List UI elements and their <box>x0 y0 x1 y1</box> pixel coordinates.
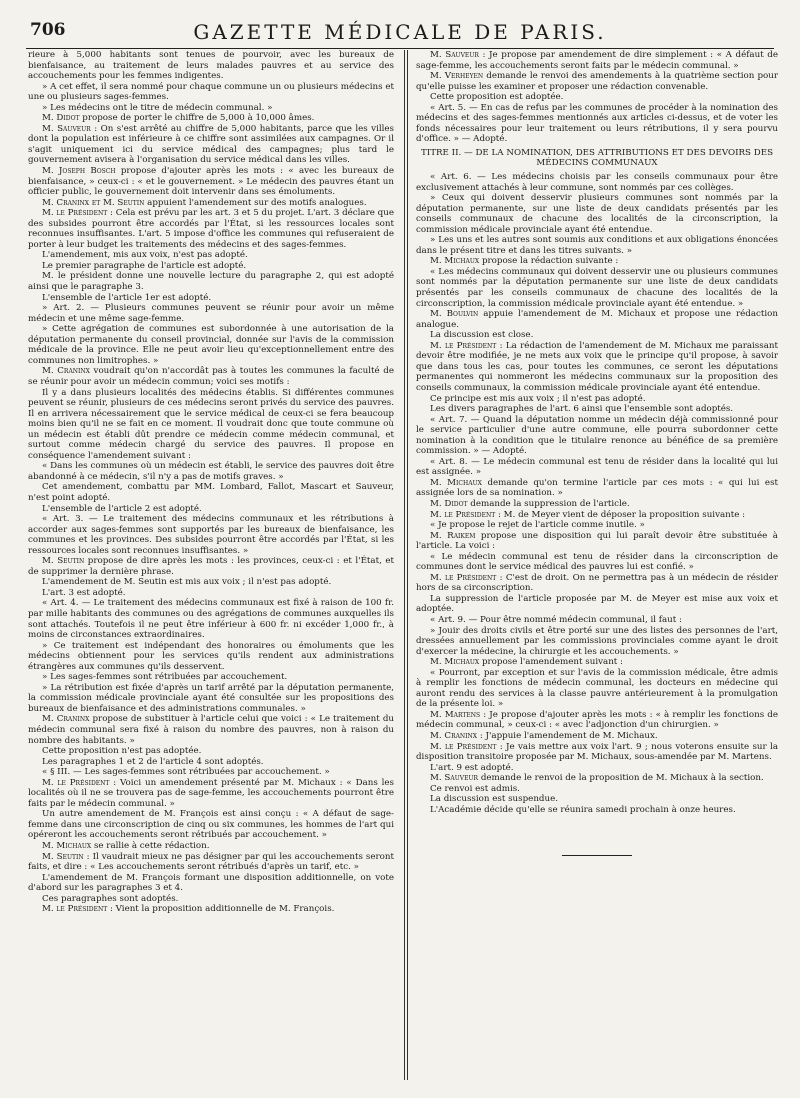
paragraph <box>28 366 394 387</box>
speaker-name: M. Boulvin <box>430 309 479 320</box>
paragraph-text: Ce renvoi est admis. <box>430 783 520 794</box>
paragraph <box>416 457 778 478</box>
paragraph-text: » Les uns et les autres sont soumis aux conditions et aux obligations énoncées dans le présent titre et dans les titres suivants. » <box>416 235 778 256</box>
paragraph-text: Ces paragraphes sont adoptés. <box>42 893 179 904</box>
paragraph-text: demande qu'on termine l'article par ces mots : « qui lui est assignée lors de sa nomination. » <box>416 477 778 499</box>
paragraph-text: propose de porter le chiffre de 5,000 à 10,000 âmes. <box>82 113 315 124</box>
paragraph-text: La suppression de l'article proposée par M. de Meyer est mise aux voix et adoptée. <box>416 593 778 615</box>
paragraph-text: L'amendement de M. François formant une disposition additionnelle, on vote d'abord sur les paragraphes 3 et 4. <box>28 872 394 894</box>
paragraph-text: « Art. 3. — Le traitement des médecins communaux et les rétributions à accorder aux sages-femmes sont supportés par les bureaux de bienfaisance, les communes et les provinces. Des subsides pourront être accordés par l'État, si les ressources locales sont reconnues insuffisantes. » <box>28 514 394 556</box>
speaker-name: M. Seutin <box>42 556 85 567</box>
paragraph-text: propose de substituer à l'article celui que voici : « Le traitement du médecin communal sera fixé à raison du nombre des pauvres, non à raison du nombre des habitants. » <box>28 714 394 746</box>
paragraph <box>28 82 394 103</box>
paragraph <box>416 784 778 795</box>
paragraph <box>416 235 778 256</box>
paragraph <box>416 573 778 594</box>
paragraph <box>28 683 394 715</box>
paragraph-text: » Les médecins ont le titre de médecin communal. » <box>42 102 273 113</box>
section-heading-text: TITRE II. — DE LA NOMINATION, DES ATTRIBUTIONS ET DES DEVOIRS DES MÉDECINS COMMUNAUX <box>420 147 774 169</box>
speaker-name: M. le Président <box>430 509 496 520</box>
paragraph-text: : Cela est prévu par les art. 3 et 5 du projet. L'art. 3 déclare que des subsides pourront être accordés par l'État, si les ressources locales sont reconnues insuffisantes. L'art. 5 impose d'office les communes qui refuseraient de porter à leur budget les traitements des médecins et des sages-femmes. <box>28 208 394 250</box>
paragraph <box>416 478 778 499</box>
speaker-name: M. Michaux <box>430 477 482 488</box>
paragraph-text: L'ensemble de l'article 2 est adopté. <box>42 503 202 514</box>
paragraph <box>28 746 394 757</box>
paragraph <box>28 261 394 272</box>
paragraph-text: voudrait qu'on n'accordât pas à toutes les communes la faculté de se réunir pour avoir un médecin commun; voici ses motifs : <box>28 366 394 387</box>
paragraph <box>416 626 778 658</box>
paragraph <box>28 672 394 683</box>
paragraph <box>28 778 394 810</box>
paragraph-text: : Je vais mettre aux voix l'art. 9 ; nous voterons ensuite sur la disposition transitoire proposée par M. Michaux, sous-amendée par M. Martens. <box>416 741 778 763</box>
paragraph <box>28 103 394 114</box>
speaker-name: M. Michaux <box>430 256 480 267</box>
paragraph-text: Cette proposition n'est pas adoptée. <box>42 746 202 757</box>
paragraph-text: L'ensemble de l'article 1er est adopté. <box>42 292 212 303</box>
paragraph-text: « Art. 4. — Le traitement des médecins communaux est fixé à raison de 100 fr. par mille habitants des communes ou des agrégations de communes auxquelles ils sont attachés. Toutefois il ne peut être inférieur à 600 fr. ni excéder 1,000 fr., à moins de circonstances extraordinaires. <box>28 598 394 641</box>
paragraph <box>416 731 778 742</box>
paragraph <box>28 198 394 209</box>
paragraph-text: : J'appuie l'amendement de M. Michaux. <box>479 731 658 741</box>
paragraph <box>28 757 394 768</box>
paragraph-text: La discussion est close. <box>430 330 534 341</box>
paragraph <box>416 256 778 267</box>
column-divider <box>407 50 408 1080</box>
page-number: 706 <box>30 20 66 40</box>
column-divider <box>404 50 405 1080</box>
paragraph <box>416 805 778 816</box>
paragraph-text: « Art. 6. — Les médecins choisis par les conseils communaux pour être exclusivement attachés à leur commune, sont nommés par ces collèges. <box>416 172 778 193</box>
paragraph <box>416 103 778 145</box>
paragraph <box>28 873 394 894</box>
paragraph-text: « Le médecin communal est tenu de résider dans la circonscription de communes dont le service médical des pauvres lui est confié. » <box>416 551 778 573</box>
paragraph <box>28 841 394 852</box>
paragraph <box>28 271 394 292</box>
paragraph <box>28 588 394 599</box>
speaker-name: M. le Président <box>430 572 497 583</box>
paragraph <box>416 710 778 731</box>
paragraph-text: « § III. — Les sages-femmes sont rétribuées par accouchement. » <box>42 767 330 778</box>
paragraph-text: M. le président donne une nouvelle lecture du paragraphe 2, qui est adopté ainsi que le paragraphe 3. <box>28 271 394 293</box>
speaker-name: M. le Président <box>430 741 497 752</box>
speaker-name: M. Joseph Bosch <box>42 166 116 177</box>
paragraph <box>416 172 778 193</box>
end-separator <box>562 855 632 856</box>
speaker-name: M. le Président <box>430 340 497 351</box>
paragraph <box>28 461 394 482</box>
paragraph <box>416 267 778 309</box>
paragraph-text: appuient l'amendement sur des motifs analogues. <box>147 197 367 208</box>
paragraph <box>28 324 394 366</box>
paragraph-text: : On s'est arrêté au chiffre de 5,000 habitants, parce que les villes dont la population est inférieure à ce chiffre sont assimilées aux campagnes. Or il s'agit uniquement ici du service médical des campagnes; plus tard le gouvernement avisera à l'organisation du service médical dans les villes. <box>28 123 394 166</box>
paragraph <box>416 499 778 510</box>
paragraph <box>28 894 394 905</box>
speaker-name: M. Michaux <box>430 657 480 668</box>
paragraph-text: Cette proposition est adoptée. <box>430 92 564 103</box>
paragraph-text: Le premier paragraphe de l'article est adopté. <box>42 260 247 271</box>
paragraph <box>28 577 394 588</box>
paragraph <box>416 50 778 71</box>
paragraph-text: » Jouir des droits civils et être porté sur une des listes des personnes de l'art, dressées annuellement par les commissions provinciales comme ayant le droit d'exercer la médecine, la chirurgie et les accouchements. » <box>416 625 778 657</box>
paragraph <box>416 794 778 805</box>
paragraph <box>416 309 778 330</box>
paragraph <box>416 668 778 710</box>
paragraph <box>28 303 394 324</box>
paragraph <box>28 714 394 746</box>
paragraph-text: » Ce traitement est indépendant des honoraires ou émoluments que les médecins obtiennent pour les services qu'ils rendent aux administrations étrangères aux communes qu'ils desservent. <box>28 640 394 672</box>
paragraph <box>416 341 778 394</box>
paragraph-text: » A cet effet, il sera nommé pour chaque commune un ou plusieurs médecins et une ou plusieurs sages-femmes. <box>28 81 394 103</box>
paragraph-text: L'amendement de M. Seutin est mis aux voix ; il n'est pas adopté. <box>42 577 332 588</box>
paragraph <box>416 510 778 521</box>
paragraph-text: » Ceux qui doivent desservir plusieurs communes sont nommés par la députation permanente, sur une liste de deux candidats présentés par les conseils communaux de chacune des localités de la circonscription, la commission médicale provinciale ayant été entendue. <box>416 193 778 235</box>
paragraph <box>416 394 778 405</box>
speaker-name: M. le Président <box>42 777 110 788</box>
paragraph-text: se rallie à cette rédaction. <box>93 841 210 852</box>
paragraph <box>28 124 394 166</box>
paragraph-text: La discussion est suspendue. <box>430 794 558 805</box>
paragraph-text: « Art. 8. — Le médecin communal est tenu de résider dans la localité qui lui est assignée. » <box>416 456 778 478</box>
paragraph-text: demande la suppression de l'article. <box>470 498 630 509</box>
paragraph-text: « Art. 5. — En cas de refus par les communes de procéder à la nomination des médecins et des sages-femmes mentionnés aux articles ci-dessus, et de voter les fonds nécessaires pour leur traitement ou leurs rétributions, il y sera pourvu d'office. » — Adopté. <box>416 102 778 145</box>
speaker-name: M. Raikem <box>430 530 476 541</box>
speaker-name: M. Craninx et M. Seutin <box>42 197 145 208</box>
paragraph-text: « Art. 7. — Quand la députation nomme un médecin déjà commissionné pour le service particulier d'une autre commune, elle pourra subordonner cette nomination à la condition que le titulaire renonce au bénéfice de sa première commission. » — Adopté. <box>416 414 778 457</box>
paragraph <box>28 388 394 462</box>
paragraph-text: : C'est de droit. On ne permettra pas à un médecin de résider hors de sa circonscription. <box>416 572 778 594</box>
paragraph-text: L'art. 3 est adopté. <box>42 587 126 598</box>
paragraph-text: propose la rédaction suivante : <box>481 256 619 267</box>
paragraph-text: Il y a dans plusieurs localités des médecins établis. Si différentes communes peuvent se réunir, plusieurs de ces médecins seront privés du service des pauvres. Il en arrivera nécessairement que le service médical de ceux-ci se fera beaucoup moins bien qu'il ne se fait en ce moment. Il voudrait donc que toute commune où un médecin est établi dût prendre ce médecin comme médecin communal, et surtout comme médecin chargé du service des pauvres. Il propose en conséquence l'amendement suivant : <box>28 387 394 461</box>
paragraph-text: : M. de Meyer vient de déposer la proposition suivante : <box>497 509 746 520</box>
speaker-name: M. Sauveur <box>430 50 479 60</box>
paragraph <box>416 552 778 573</box>
paragraph <box>28 50 394 82</box>
paragraph <box>416 404 778 415</box>
page-header <box>26 14 774 49</box>
speaker-name: M. Seutin <box>42 851 84 862</box>
paragraph-text: propose de dire après les mots : les provinces, ceux-ci : et l'État, et de supprimer la dernière phrase. <box>28 556 394 577</box>
paragraph-text: Les paragraphes 1 et 2 de l'article 4 sont adoptés. <box>42 756 264 767</box>
paragraph <box>28 556 394 577</box>
right-column <box>416 50 778 1080</box>
paragraph <box>416 531 778 552</box>
paragraph-text: demande le renvoi des amendements à la quatrième section pour qu'elle puisse les examiner et proposer une rédaction convenable. <box>416 71 778 92</box>
paragraph-text: L'Académie décide qu'elle se réunira samedi prochain à onze heures. <box>430 804 736 815</box>
speaker-name: M. Didot <box>430 498 468 509</box>
paragraph-text: Un autre amendement de M. François est ainsi conçu : « A défaut de sage-femme dans une circonscription de cinq ou six communes, les hommes de l'art qui opéreront les accouchements seront rétribués par accouchement. » <box>28 809 394 841</box>
paragraph-text: Les divers paragraphes de l'art. 6 ainsi que l'ensemble sont adoptés. <box>430 404 734 415</box>
paragraph-text: : Il vaudrait mieux ne pas désigner par qui les accouchements seront faits, et dire : « Les accouchements seront rétribués d'après un tarif, etc. » <box>28 851 394 873</box>
speaker-name: M. Michaux <box>42 841 92 852</box>
paragraph <box>416 763 778 774</box>
paragraph-text: » La rétribution est fixée d'après un tarif arrêté par la députation permanente, la commission médicale provinciale ayant été consultée sur les propositions des bureaux de bienfaisance et des administrations communales. » <box>28 682 394 714</box>
paragraph-text: propose l'amendement suivant : <box>481 657 623 668</box>
paragraph-text: « Pourront, par exception et sur l'avis de la commission médicale, être admis à remplir les fonctions de médecin communal, les docteurs en médecine qui auront rendu des services à la classe pauvre antérieurement à la promulgation de la présente loi. » <box>416 667 778 710</box>
paragraph <box>416 415 778 457</box>
paragraph <box>416 71 778 92</box>
paragraph-text: Cet amendement, combattu par MM. Lombard, Fallot, Mascart et Sauveur, n'est point adopté. <box>28 482 394 503</box>
paragraph-text: « Les médecins communaux qui doivent desservir une ou plusieurs communes sont nommés par la députation permanente sur une liste de deux candidats présentés par les conseils communaux de chacune des localités de la circonscription, la commission médicale provinciale ayant été entendue. » <box>416 266 778 309</box>
left-column <box>28 50 394 1080</box>
paragraph-text: : Je propose d'ajouter après les mots : « à remplir les fonctions de médecin communal, » ceux-ci : « avec l'adjonction d'un chirurgien. » <box>416 709 778 731</box>
paragraph-text: appuie l'amendement de M. Michaux et propose une rédaction analogue. <box>416 309 778 330</box>
speaker-name: M. le Président <box>42 904 108 915</box>
paragraph <box>28 113 394 124</box>
paragraph-text: » Art. 2. — Plusieurs communes peuvent se réunir pour avoir un même médecin et une même sage-femme. <box>28 303 394 324</box>
speaker-name: M. Sauveur <box>430 773 479 784</box>
paragraph-text: rieure à 5,000 habitants sont tenues de pourvoir, avec les bureaux de bienfaisance, au traitement de leurs malades pauvres et au service des accouchements pour les femmes indigentes. <box>28 50 394 82</box>
paragraph <box>416 520 778 531</box>
paragraph <box>416 193 778 235</box>
speaker-name: M. le Président <box>42 208 108 219</box>
paragraph-text: L'art. 9 est adopté. <box>430 762 514 773</box>
paragraph-text: L'amendement, mis aux voix, n'est pas adopté. <box>42 250 248 261</box>
speaker-name: M. Martens <box>430 709 481 720</box>
paragraph <box>28 598 394 640</box>
paragraph <box>28 514 394 556</box>
paragraph-text: » Les sages-femmes sont rétribuées par accouchement. <box>42 672 288 683</box>
paragraph-text: « Dans les communes où un médecin est établi, le service des pauvres doit être abandonné à ce médecin, s'il n'y a pas de motifs graves. » <box>28 461 394 482</box>
paragraph-text: : La rédaction de l'amendement de M. Michaux me paraissant devoir être modifiée, je ne mets aux voix que le principe qu'il propose, à savoir que dans tous les cas, pour toutes les communes, ce seront les députations permanentes qui nommeront les médecins communaux sur la proposition des conseils communaux, la commission médicale provinciale ayant été entendue. <box>416 340 778 393</box>
paragraph <box>28 208 394 250</box>
speaker-name: M. Sauveur <box>42 123 91 134</box>
paragraph <box>28 852 394 873</box>
paragraph <box>28 641 394 673</box>
paragraph <box>416 615 778 626</box>
paragraph <box>28 166 394 198</box>
speaker-name: M. Craninx <box>430 731 478 741</box>
paragraph <box>416 92 778 103</box>
paragraph <box>416 330 778 341</box>
paragraph <box>28 293 394 304</box>
paragraph-text: « Je propose le rejet de l'article comme inutile. » <box>430 520 645 531</box>
paragraph-text: demande le renvoi de la proposition de M. Michaux à la section. <box>480 773 764 784</box>
paragraph <box>28 250 394 261</box>
paragraph <box>28 904 394 915</box>
paragraph <box>28 767 394 778</box>
speaker-name: M. Verheyen <box>430 71 484 82</box>
paragraph <box>416 773 778 784</box>
paragraph-text: : Voici un amendement présenté par M. Michaux : « Dans les localités où il ne se trouvera pas de sage-femme, les accouchements pourront être faits par le médecin communal. » <box>28 777 394 809</box>
paragraph <box>416 594 778 615</box>
paragraph-text: propose une disposition qui lui paraît devoir être substituée à l'article. La voici : <box>416 530 778 552</box>
section-heading <box>416 148 778 169</box>
speaker-name: M. Didot <box>42 113 80 124</box>
journal-title: GAZETTE MÉDICALE DE PARIS. <box>193 20 607 44</box>
paragraph-text: : Je propose par amendement de dire simplement : « A défaut de sage-femme, les accouchements seront faits par le médecin communal. » <box>416 50 778 71</box>
speaker-name: M. Craninx <box>42 366 90 377</box>
paragraph-text: : Vient la proposition additionnelle de M. François. <box>109 904 335 915</box>
paragraph <box>416 657 778 668</box>
paragraph <box>28 809 394 841</box>
paragraph-text: » Cette agrégation de communes est subordonnée à une autorisation de la députation permanente du conseil provincial, donnée sur l'avis de la commission médicale de la province. Elle ne peut avoir lieu qu'exceptionnellement entre des communes non limitrophes. » <box>28 324 394 366</box>
paragraph <box>416 742 778 763</box>
speaker-name: M. Craninx <box>42 714 90 725</box>
paragraph-text: « Art. 9. — Pour être nommé médecin communal, il faut : <box>430 614 682 625</box>
paragraph-text: Ce principe est mis aux voix ; il n'est pas adopté. <box>430 393 646 404</box>
paragraph-text: propose d'ajouter après les mots : « avec les bureaux de bienfaisance, » ceux-ci : « et le gouvernement. » Le médecin des pauvres étant un officier public, le gouvernement doit intervenir dans ses émoluments. <box>28 166 394 198</box>
paragraph <box>28 482 394 503</box>
paragraph <box>28 504 394 515</box>
